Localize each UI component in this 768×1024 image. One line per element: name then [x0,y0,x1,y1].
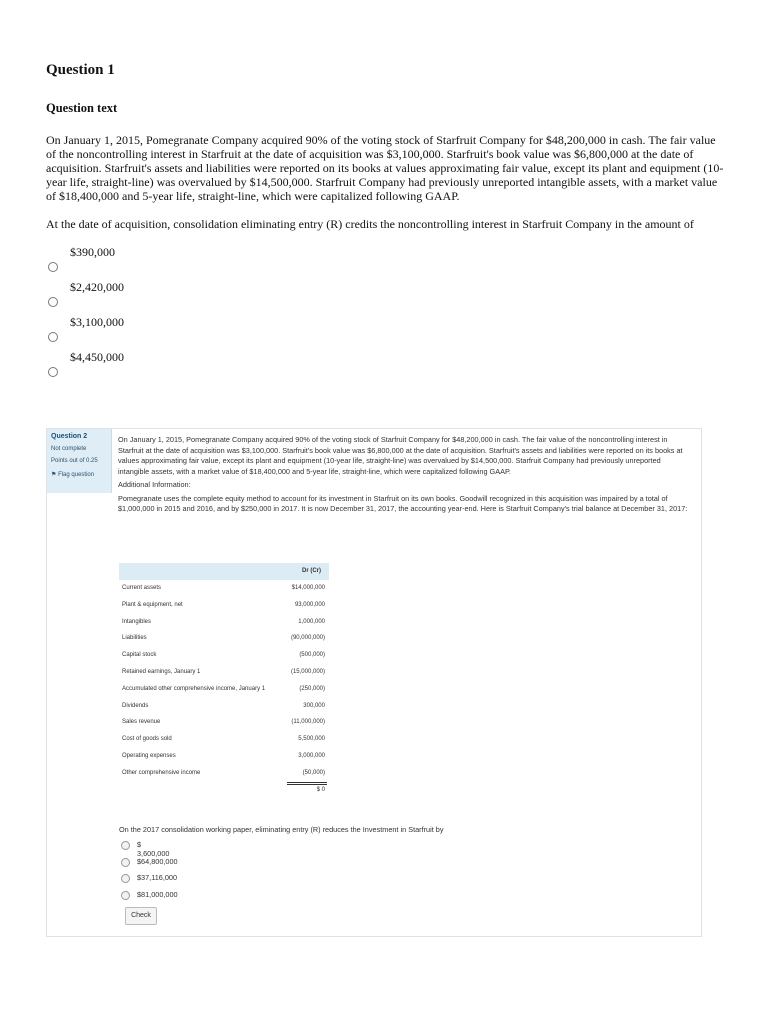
answer-option-label: $64,800,000 [137,856,178,866]
question-2-body: On January 1, 2015, Pomegranate Company acquired 90% of the voting stock of Starfruit Company for $48,200,000 in cash. The fair value of the noncontrolling interest in Starfruit at the date of acquisition was $3,100,000. Starfruit's book value was $6,800,000 at the date of acquisition. Starfruit's assets and liabilities were reported on its books at values approximating fair value, except its plant and equipment (10-year life, straight-line) was overvalued by $14,500,000. Starfruit Company had previously unreported intangible assets, with a market value of $18,400,000 and 5-year life, straight-line, which were capitalized following GAAP. [118,435,683,476]
column-header-dr-cr: Dr (Cr) [302,568,321,574]
answer-option-label: $81,000,000 [137,889,178,899]
table-row: Dividends 300,000 [122,702,325,709]
radio-button[interactable] [48,367,58,377]
flag-question-link[interactable] [51,471,111,478]
radio-button[interactable] [121,841,130,850]
answer-option-label: $2,420,000 [70,280,124,294]
radio-button[interactable] [121,891,130,900]
check-button[interactable]: Check [125,907,157,925]
total-rule [287,782,327,783]
answer-option-label: $ 3,600,000 [137,840,170,858]
table-row: Liabilities (90,000,000) [122,635,325,642]
question-1-options [46,245,726,385]
table-row: Accumulated other comprehensive income, January 1 (250,000) [122,685,325,692]
radio-button[interactable] [48,332,58,342]
table-row: Cost of goods sold 5,500,000 [122,736,325,743]
answer-option-label: $37,116,000 [137,873,178,882]
question-2-prompt: On the 2017 consolidation working paper, eliminating entry (R) reduces the Investment in Starfruit by [119,825,444,834]
question-1-body: On January 1, 2015, Pomegranate Company acquired 90% of the voting stock of Starfruit Company for $48,200,000 in cash. The fair value of the noncontrolling interest in Starfruit at the date of acquisition was $3,100,000. Starfruit's book value was $6,800,000 at the date of acquisition. Starfruit's assets and liabilities were reported on its books at values approximating fair value, except its plant and equipment (10-year life, straight-line) was overvalued by $14,500,000. Starfruit Company had previously unreported intangible assets, with a market value of $18,400,000 and 5-year life, straight-line, which were capitalized following GAAP. [46,133,724,203]
additional-info-heading: Additional Information: [118,480,191,489]
radio-button[interactable] [48,297,58,307]
table-row: Plant & equipment, net 93,000,000 [122,601,325,608]
total-amount: $ 0 [316,786,325,793]
trial-balance-table [119,563,329,800]
answer-option[interactable] [46,280,726,315]
question-info-box [47,429,112,493]
flag-question-label: Flag question [58,472,95,478]
table-row: Intangibles 1,000,000 [122,618,325,625]
table-row: Sales revenue (11,000,000) [122,719,325,726]
answer-option[interactable] [46,315,726,350]
radio-button[interactable] [121,874,130,883]
table-row: Operating expenses 3,000,000 [122,752,325,759]
table-row: Retained earnings, January 1 (15,000,000) [122,668,325,675]
question-2-paragraph-2: Pomegranate uses the complete equity method to account for its investment in Starfruit on its own books. Goodwill recognized in this acquisition was impaired by a total of $1,000,000 in 2015 and 2016, and by $250,000 in 2017. It is now December 31, 2017, the accounting year-end. Here is Starfruit Company's trial balance at December 31, 2017: [118,493,688,513]
question-points: Points out of 0.25 [51,458,98,464]
table-row: Capital stock (500,000) [122,652,325,659]
answer-option[interactable] [46,245,726,280]
question-status: Not complete [51,446,87,452]
table-header [119,563,329,580]
question-text-heading: Question text [46,101,118,115]
answer-option-label: $4,450,000 [70,350,124,364]
question-1-prompt: At the date of acquisition, consolidation eliminating entry (R) credits the noncontrolling interest in Starfruit Company in the amount of [46,217,694,231]
total-rule [287,784,327,785]
flag-icon: ⚑ [51,472,57,478]
radio-button[interactable] [121,858,130,867]
question-number: Question 2 [51,433,88,440]
radio-button[interactable] [48,262,58,272]
answer-option-label: $390,000 [70,245,115,259]
table-row: Current assets $14,000,000 [122,585,325,591]
answer-option-label: $3,100,000 [70,315,124,329]
question-1-title: Question 1 [46,62,115,78]
table-row: Other comprehensive income (50,000) [122,769,325,776]
question-2-panel [46,428,702,937]
question-1 [46,62,726,385]
answer-option[interactable] [46,350,726,385]
question-2-content [118,435,693,515]
table-total-row [119,782,329,800]
